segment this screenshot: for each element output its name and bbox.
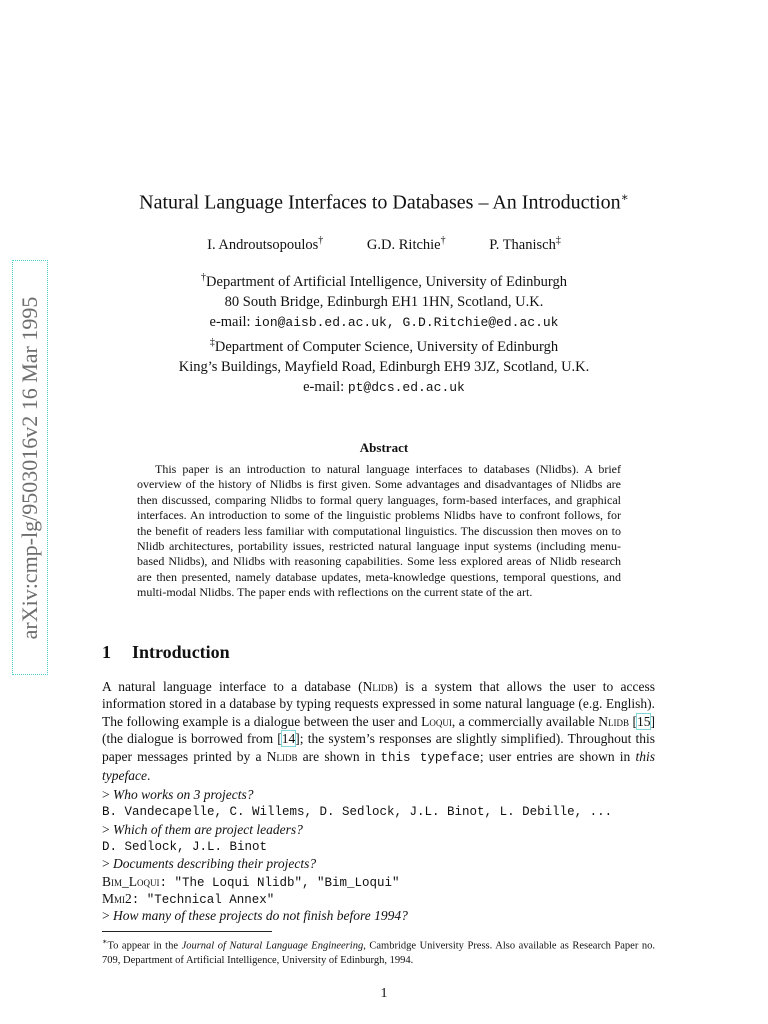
- affiliation-address: King’s Buildings, Mayfield Road, Edinburgh EH9 3JZ, Scotland, U.K.: [178, 358, 590, 375]
- affiliation-cs: ‡Department of Computer Science, University of Edinburgh King’s Buildings, Mayfield Road, Edinburgh EH9 3JZ, Scotland, U.K. e-mail: pt@dcs.ed.ac.uk: [0, 333, 768, 398]
- arxiv-id: arXiv:cmp-lg/9503016v2 16 Mar 1995: [17, 296, 42, 639]
- author: P. Thanisch‡: [489, 235, 561, 253]
- journal-name: Journal of Natural Language Engineering: [181, 940, 364, 952]
- dialogue-user-line: > Which of them are project leaders?: [102, 822, 303, 837]
- dialogue-system-line: Bim_Loqui: "The Loqui Nlidb", "Bim_Loqui": [102, 874, 400, 890]
- citation-link[interactable]: 14: [281, 731, 296, 747]
- section-number: 1: [102, 642, 111, 662]
- affiliation-email[interactable]: pt@dcs.ed.ac.uk: [347, 379, 465, 395]
- citation-link[interactable]: 15: [636, 713, 651, 729]
- dialogue-user-line: > Who works on 3 projects?: [102, 787, 254, 802]
- dialogue-user-line: > Documents describing their projects?: [102, 856, 317, 871]
- affiliation-address: 80 South Bridge, Edinburgh EH1 1HN, Scotland, U.K.: [224, 293, 544, 310]
- intro-paragraph: A natural language interface to a database (Nlidb) is a system that allows the user to access information stored in a database by typing requests expressed in some natural language (e.g. English). The following example is a dialogue between the user and Loqui, a commercially available Nlidb [15] (the dialogue is borrowed from [14]; the system’s responses are slightly simplified). Throughout this paper messages printed by a Nlidb are shown in this typeface; user entries are shown in this typeface.: [102, 679, 655, 784]
- title-text: Natural Language Interfaces to Databases – An Introduction: [139, 191, 621, 214]
- section-title: Introduction: [132, 642, 230, 662]
- author: I. Androutsopoulos†: [207, 235, 324, 253]
- abstract-body: This paper is an introduction to natural language interfaces to databases (Nlidbs). A brief overview of the history of Nlidbs is first given. Some advantages and disadvantages of Nlidbs are then discussed, comparing Nlidbs to formal query languages, form-based interfaces, and graphical interfaces. An introduction to some of the linguistic problems Nlidbs have to confront follows, for the benefit of readers less familiar with computational linguistics. The discussion then moves on to Nlidb architectures, portability issues, restricted natural language input systems (including menu-based Nlidbs), and Nlidbs with reasoning capabilities. Some less explored areas of Nlidb research are then presented, namely database updates, meta-knowledge questions, temporal questions, and multi-modal Nlidbs. The paper ends with reflections on the current state of the art.: [137, 462, 621, 600]
- dialogue-system-line: D. Sedlock, J.L. Binot: [102, 840, 268, 854]
- paper-title: [0, 190, 768, 215]
- dialogue-user-line: > How many of these projects do not finish before 1994?: [102, 908, 408, 923]
- abstract-heading: Abstract: [359, 440, 409, 455]
- title-footnote-mark: ∗: [620, 190, 629, 204]
- footnote-rule: [102, 931, 272, 932]
- author-list: [0, 235, 768, 254]
- affiliation-dept: Department of Artificial Intelligence, University of Edinburgh: [206, 273, 567, 290]
- page-number: 1: [380, 986, 388, 1001]
- section-heading: [102, 642, 230, 663]
- affiliation-ai: †Department of Artificial Intelligence, University of Edinburgh 80 South Bridge, Edinburgh EH1 1HN, Scotland, U.K. e-mail: ion@aisb.ed.ac.uk, G.D.Ritchie@ed.ac.uk: [0, 268, 768, 333]
- author: G.D. Ritchie†: [366, 235, 446, 253]
- affiliation-dept: Department of Computer Science, University of Edinburgh: [214, 338, 559, 355]
- affiliation-email[interactable]: ion@aisb.ed.ac.uk, G.D.Ritchie@ed.ac.uk: [254, 314, 559, 330]
- dialogue-system-line: B. Vandecapelle, C. Willems, D. Sedlock, J.L. Binot, L. Debille, ...: [102, 805, 613, 819]
- dialogue-system-line: Mmi2: "Technical Annex": [102, 891, 275, 907]
- footnote: ∗To appear in the Journal of Natural Language Engineering, Cambridge University Press. Also available as Research Paper no. 709, Department of Artificial Intelligence, University of Edinburgh, 1994.: [102, 937, 655, 967]
